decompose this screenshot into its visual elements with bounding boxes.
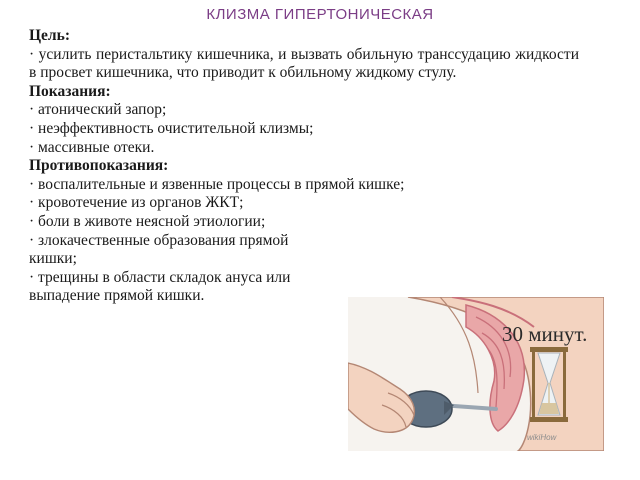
indications-heading: Показания: xyxy=(29,82,111,100)
contraindications-heading: Противопоказания: xyxy=(29,157,169,175)
goal-text: · усилить перистальтику кишечника, и вызвать обильную транссудацию жидкости в просвет кишечника, что приводит к обильному жидкому стулу. xyxy=(29,45,579,82)
goal-heading: Цель: xyxy=(29,27,70,44)
time-label: 30 минут. xyxy=(502,322,588,346)
contraindication-item: · злокачественные образования прямой кишки; xyxy=(29,231,289,268)
contraindication-item: · воспалительные и язвенные процессы в прямой кишке; xyxy=(29,175,405,193)
watermark-logo: wikiHow xyxy=(527,433,557,442)
contraindication-item: · кровотечение из органов ЖКТ; xyxy=(29,194,244,212)
enema-illustration xyxy=(348,297,604,451)
contraindication-item: · трещины в области складок ануса или выпадение прямой кишки. xyxy=(29,268,291,305)
slide-title: КЛИЗМА ГИПЕРТОНИЧЕСКАЯ xyxy=(206,6,434,23)
indication-item: · массивные отеки. xyxy=(29,138,155,156)
indication-item: · неэффективность очистительной клизмы; xyxy=(29,119,314,137)
enema-drawing xyxy=(348,297,604,451)
contraindication-item: · боли в животе неясной этиологии; xyxy=(29,212,266,230)
indication-item: · атонический запор; xyxy=(29,101,167,119)
content-body xyxy=(29,27,579,306)
